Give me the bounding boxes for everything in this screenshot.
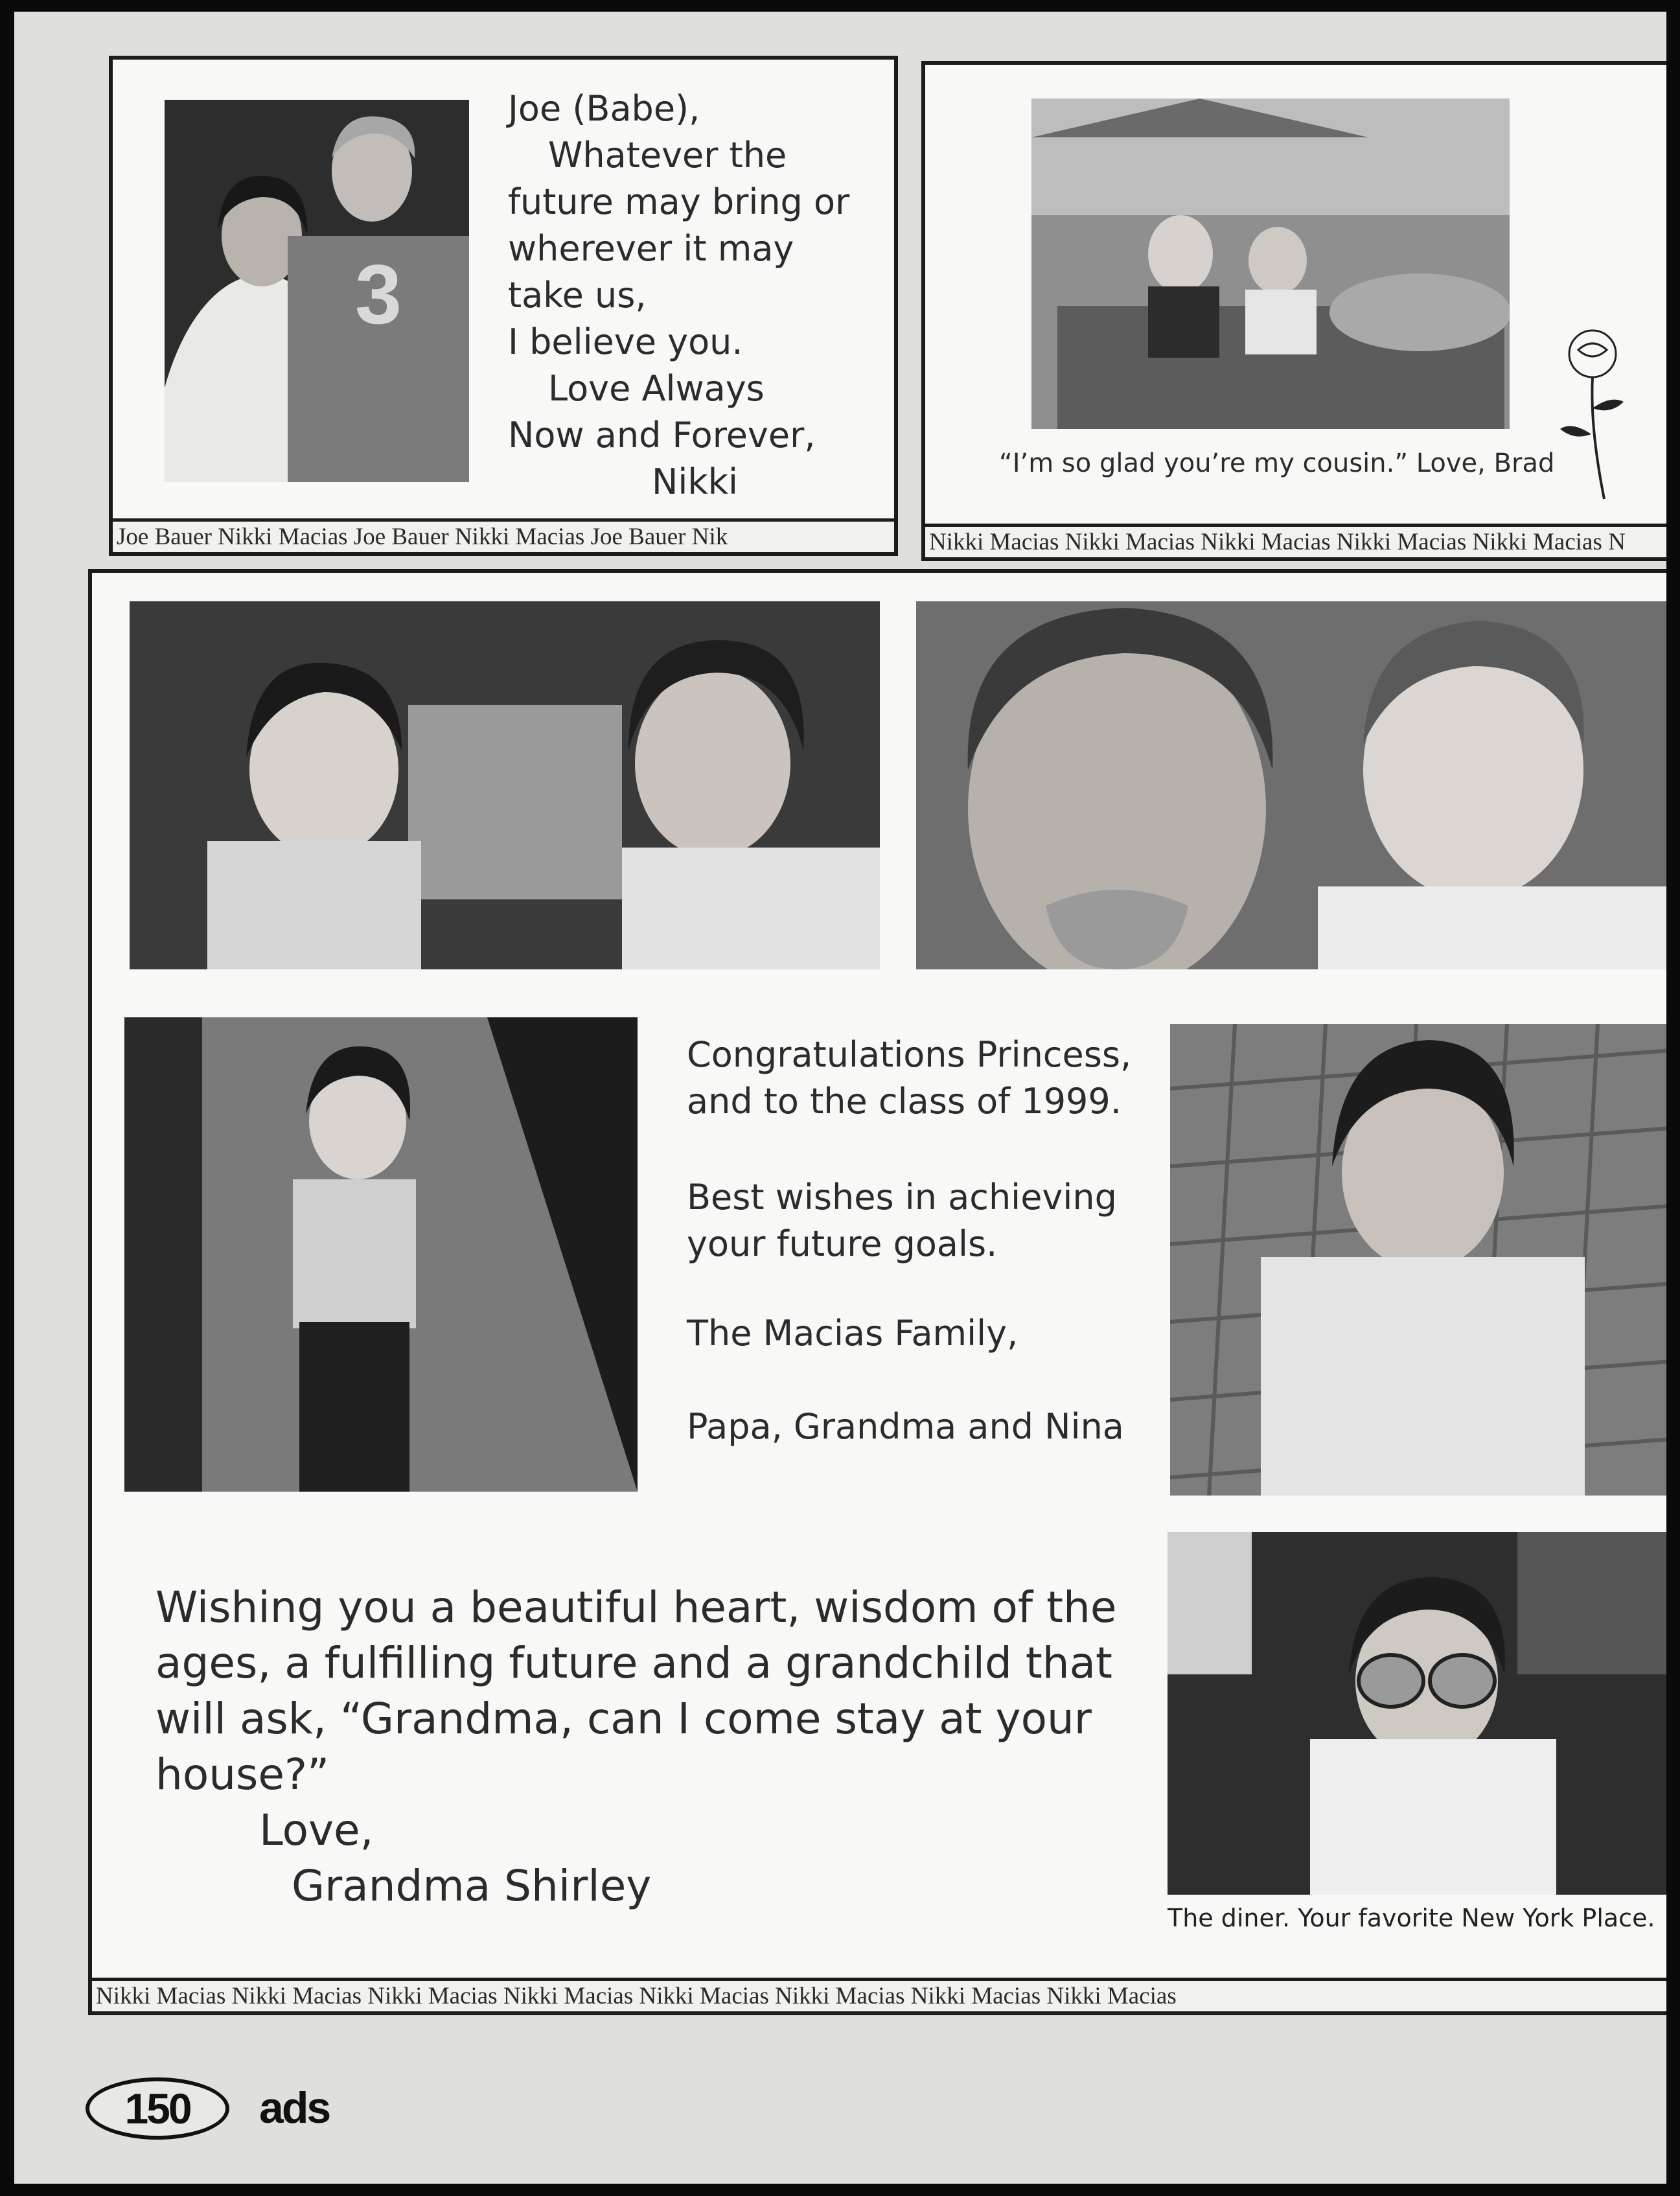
family-wishes xyxy=(687,1174,1117,1267)
ad-joe-bauer xyxy=(109,56,898,556)
message-line: Congratulations Princess, xyxy=(687,1034,1132,1075)
message-line: wherever it may xyxy=(508,228,794,269)
brad-caption: “I’m so glad you’re my cousin.” Love, Brad xyxy=(999,448,1555,478)
message-line: will ask, “Grandma, can I come stay at your xyxy=(155,1694,1092,1744)
section-label: ads xyxy=(259,2083,330,2132)
message-line: ages, a fulfilling future and a grandchild that xyxy=(155,1638,1112,1688)
message-line: Joe (Babe), xyxy=(508,88,700,129)
name-strip: Joe Bauer Nikki Macias Joe Bauer Nikki Macias Joe Bauer Nik xyxy=(113,518,894,552)
message-line: Nikki xyxy=(652,461,738,502)
diner-caption: The diner. Your favorite New York Place. xyxy=(1168,1904,1655,1932)
rose-icon xyxy=(1552,324,1643,505)
signature-line: Grandma Shirley xyxy=(292,1861,652,1911)
photo-toddler-on-patio xyxy=(1170,1024,1666,1496)
photo-couple xyxy=(165,100,469,482)
love-line: Love, xyxy=(259,1805,374,1855)
photo-toddler-standing xyxy=(124,1017,638,1492)
name-strip: Nikki Macias Nikki Macias Nikki Macias Nikki Macias Nikki Macias N xyxy=(925,524,1666,557)
family-signers: Papa, Grandma and Nina xyxy=(687,1406,1124,1447)
photo-toddler-sunglasses xyxy=(1168,1532,1666,1895)
name-strip: Nikki Macias Nikki Macias Nikki Macias Nikki Macias Nikki Macias Nikki Macias Nikki Macias Nikki Macias xyxy=(92,1978,1666,2011)
yearbook-page xyxy=(14,12,1666,2184)
message-line: Best wishes in achieving xyxy=(687,1177,1117,1218)
photo-grandma-with-toddler xyxy=(130,601,880,969)
message-line: Wishing you a beautiful heart, wisdom of the xyxy=(155,1582,1117,1632)
message-line: future may bring or xyxy=(508,181,850,222)
message-line: Whatever the xyxy=(548,135,787,176)
ad-macias-family xyxy=(88,569,1666,2015)
message-line: take us, xyxy=(508,275,647,316)
page-number: 150 xyxy=(86,2077,229,2140)
ad-cousin-brad xyxy=(921,61,1666,561)
message-line: your future goals. xyxy=(687,1223,998,1264)
message-line: house?” xyxy=(155,1750,330,1799)
family-message xyxy=(687,1032,1131,1125)
family-name: The Macias Family, xyxy=(687,1313,1018,1354)
message-line: and to the class of 1999. xyxy=(687,1081,1122,1122)
message-line: I believe you. xyxy=(508,321,743,362)
photo-carnival-ride xyxy=(1031,98,1510,429)
svg-text:3: 3 xyxy=(354,247,402,341)
grandma-message xyxy=(155,1580,1116,1914)
ad-joe-message xyxy=(508,86,849,505)
message-line: Now and Forever, xyxy=(508,415,816,456)
message-line: Love Always xyxy=(548,368,765,409)
photo-papa-with-baby xyxy=(916,601,1666,969)
